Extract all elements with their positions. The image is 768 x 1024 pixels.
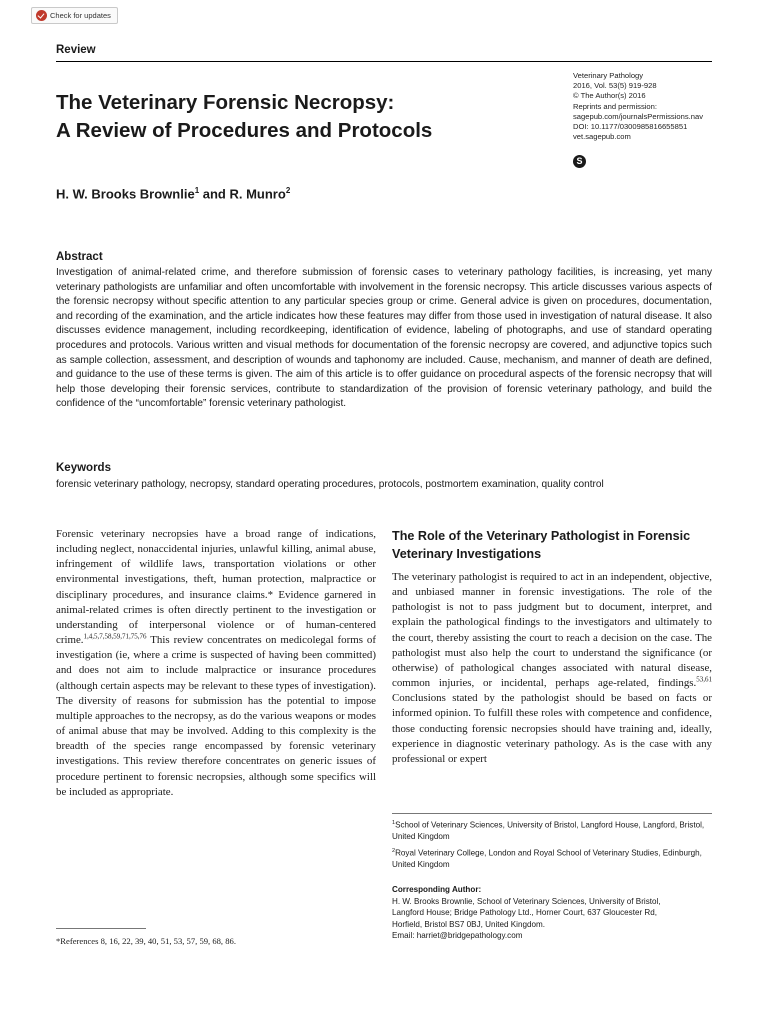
intro-text-b: This review concentrates on medicolegal forms of investigation (ie, where a crime is suspected of having been committed) and does not aim to include malpractice or insurance procedures (although certain aspects may be relevant to these types of investigation). The diversity of reasons for submission has the potential to impose multiple approaches to the necropsy, as do the various weapons or modes of animal abuse that may be involved. Adding to this complexity is the breadth of the species range encompassed by forensic veterinary investigations. This review therefore concentrates on generic issues of procedure pertinent to forensic necropsies, although some specifics will be included as appropriate. xyxy=(56,634,376,798)
affiliation-1-text: School of Veterinary Sciences, University of Bristol, Langford House, Langford, Bristol, United Kingdom xyxy=(392,820,705,842)
journal-info xyxy=(573,71,723,142)
title-line-1: The Veterinary Forensic Necropsy: xyxy=(56,91,395,114)
references-footnote: *References 8, 16, 22, 39, 40, 51, 53, 57, 59, 68, 86. xyxy=(56,936,236,946)
corresponding-line-1: H. W. Brooks Brownlie, School of Veterinary Sciences, University of Bristol, xyxy=(392,896,661,906)
affiliation-rule xyxy=(392,813,712,814)
author-line xyxy=(56,186,290,201)
corresponding-author xyxy=(392,884,717,942)
sage-logo-icon: S xyxy=(573,155,586,168)
role-paragraph xyxy=(392,570,712,767)
affiliation-2-text: Royal Veterinary College, London and Royal School of Veterinary Studies, Edinburgh, United Kingdom xyxy=(392,848,702,870)
journal-doi[interactable]: DOI: 10.1177/0300985816655851 xyxy=(573,122,688,132)
footnote-rule xyxy=(56,928,146,929)
header-rule xyxy=(56,61,712,62)
author-1: H. W. Brooks Brownlie xyxy=(56,186,195,202)
journal-citation: 2016, Vol. 53(5) 919-928 xyxy=(573,81,657,91)
intro-text-a: Forensic veterinary necropsies have a broad range of indications, including neglect, nonaccidental injuries, unlawful killing, animal abuse, infringement of wildlife laws, transportation violations or other environmental investigations, theft, human protection, malpractice or disciplinary procedures, and insurance claims.* Evidence garnered in animal-related crimes is often directly pertinent to the investigation or understanding of interpersonal violence or of human-centered crime. xyxy=(56,528,376,647)
check-updates-icon xyxy=(36,10,47,21)
journal-site-link[interactable]: vet.sagepub.com xyxy=(573,132,631,142)
journal-name: Veterinary Pathology xyxy=(573,71,644,80)
corresponding-email[interactable]: Email: harriet@bridgepathology.com xyxy=(392,931,523,941)
author-1-affil: 1 xyxy=(194,186,200,195)
author-joiner: and xyxy=(199,186,230,202)
check-for-updates-label: Check for updates xyxy=(50,11,111,20)
intro-paragraph xyxy=(56,527,376,800)
journal-reprints: Reprints and permission: xyxy=(573,101,657,111)
affiliations xyxy=(392,818,717,874)
corresponding-line-3: Horfield, Bristol BS7 0BJ, United Kingdom. xyxy=(392,919,545,929)
intro-citation: 1,4,5,7,58,59,71,75,76 xyxy=(83,632,147,641)
affiliation-1-mark: 1 xyxy=(392,820,396,826)
check-for-updates-badge[interactable] xyxy=(31,7,118,24)
journal-copyright: © The Author(s) 2016 xyxy=(573,91,646,101)
affiliation-2-mark: 2 xyxy=(392,847,396,854)
author-2-affil: 2 xyxy=(285,186,291,195)
affiliation-1 xyxy=(392,818,717,843)
abstract-heading: Abstract xyxy=(56,251,103,263)
keywords-heading: Keywords xyxy=(56,462,111,474)
abstract-text: Investigation of animal-related crime, and therefore submission of forensic cases to veterinary pathology facilities, is increasing, yet many veterinary pathologists are unfamiliar and often uncomfortable with involvement in the forensic necropsy. This article discusses various aspects of the forensic necropsy without specific attention to any particular species group or crime. General advice is given on procedures, documentation, and recording of the examination, and the article indicates how these features may differ from those used in investigation of natural disease. It also discusses evidence management, including recordkeeping, identification of evidence, labeling of photographs, and use of standard operating procedures and protocols. Various written and visual methods for documentation of the forensic necropsy are covered, and adjunctive topics such as sample collection, assessment, and description of wounds and taphonomy are included. Cause, mechanism, and manner of death are defined, and guidance to the use of these terms is given. The aim of this article is to offer guidance on procedural aspects of the forensic necropsy that will help those developing their forensic services, contribute to standardization of the provision of forensic veterinary pathology, and build the confidence of the “uncomfortable” forensic veterinary pathologist. xyxy=(56,267,712,410)
keywords-text: forensic veterinary pathology, necropsy, standard operating procedures, protocols, postmortem examination, quality control xyxy=(56,479,604,490)
role-citation: 53,61 xyxy=(696,675,712,684)
section-heading: The Role of the Veterinary Pathologist in Forensic Veterinary Investigations xyxy=(392,529,691,561)
affiliation-2 xyxy=(392,846,717,871)
section-label: Review xyxy=(56,44,96,56)
corresponding-line-2: Langford House; Bridge Pathology Ltd., Horner Court, 637 Gloucester Rd, xyxy=(392,908,657,918)
author-2: R. Munro xyxy=(229,186,286,202)
title-line-2: A Review of Procedures and Protocols xyxy=(56,119,433,142)
journal-permissions-link[interactable]: sagepub.com/journalsPermissions.nav xyxy=(573,111,704,121)
role-text-b: Conclusions stated by the pathologist should be based on facts or informed opinion. To fulfill these roles with competence and confidence, those conducting forensic necropsies should have training and, ideally, experience in diagnostic veterinary pathology. As is the case with any professional or expert xyxy=(392,692,712,765)
role-text-a: The veterinary pathologist is required to act in an independent, objective, and unbiased manner in forensic investigations. The role of the pathologist is not to pass judgment but to document, interpret, and explain the pathological findings to the investigators and ultimately to the court, thereby assisting the court to reach a decision on the case. The pathologist must also help the court to understand the significance (or otherwise) of pathological changes associated with natural disease, common injuries, or incidental, perhaps age-related, findings. xyxy=(392,571,712,690)
article-title xyxy=(56,89,526,145)
corresponding-heading: Corresponding Author: xyxy=(392,885,482,894)
